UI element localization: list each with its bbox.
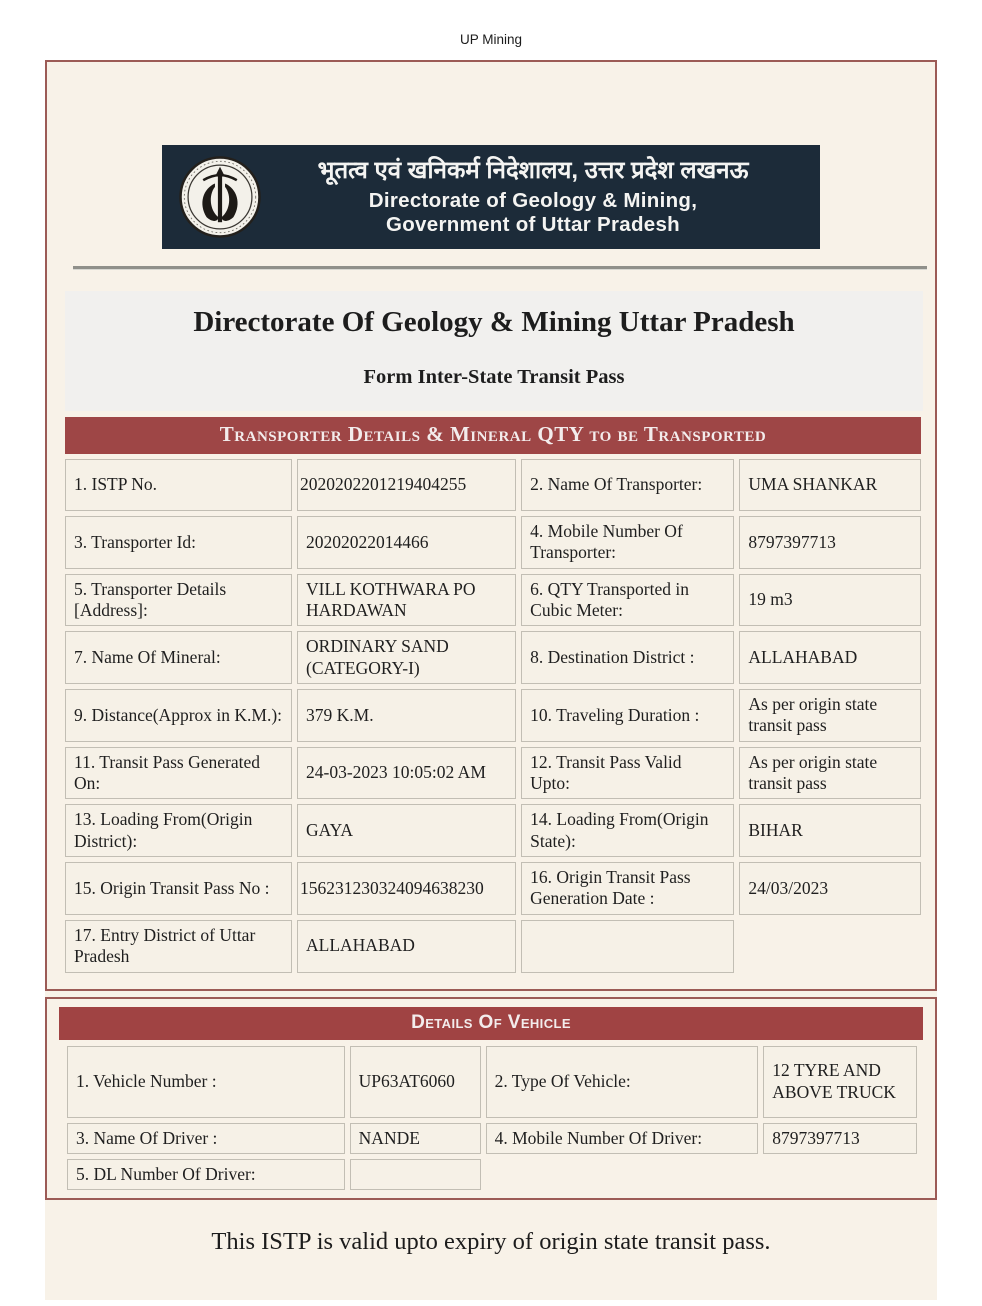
field-label: 2. Type Of Vehicle:	[486, 1046, 759, 1118]
field-label: 3. Transporter Id:	[65, 516, 292, 569]
field-label: 11. Transit Pass Generated On:	[65, 747, 292, 800]
field-label: 10. Traveling Duration :	[521, 689, 734, 742]
field-value: 2020202201219404255	[297, 459, 516, 511]
vehicle-section-header: Details Of Vehicle	[59, 1007, 923, 1040]
field-label: 7. Name Of Mineral:	[65, 631, 292, 684]
vehicle-card	[45, 997, 937, 1201]
field-label: 8. Destination District :	[521, 631, 734, 684]
banner-title-english-line1: Directorate of Geology & Mining,	[368, 189, 698, 213]
field-value: NANDE	[350, 1123, 481, 1154]
field-label: 2. Name Of Transporter:	[521, 459, 734, 511]
field-value: 156231230324094638230	[297, 862, 516, 915]
field-value: As per origin state transit pass	[739, 747, 921, 800]
field-value: 20202022014466	[297, 516, 516, 569]
field-value: UMA SHANKAR	[739, 459, 921, 511]
field-value: 379 K.M.	[297, 689, 516, 742]
document-wrapper	[45, 60, 937, 1300]
field-label: 13. Loading From(Origin District):	[65, 804, 292, 857]
field-value: 8797397713	[739, 516, 921, 569]
field-value: ALLAHABAD	[297, 920, 516, 973]
banner-text	[262, 158, 804, 237]
field-label: 1. Vehicle Number :	[67, 1046, 345, 1118]
field-label: 12. Transit Pass Valid Upto:	[521, 747, 734, 800]
field-label: 15. Origin Transit Pass No :	[65, 862, 292, 915]
field-label: 1. ISTP No.	[65, 459, 292, 511]
field-value: 8797397713	[763, 1123, 917, 1154]
field-value: 24-03-2023 10:05:02 AM	[297, 747, 516, 800]
transporter-section-header: Transporter Details & Mineral QTY to be Transported	[65, 417, 921, 454]
document-subtitle: Form Inter-State Transit Pass	[363, 366, 625, 388]
field-label: 9. Distance(Approx in K.M.):	[65, 689, 292, 742]
app-title: UP Mining	[459, 32, 523, 47]
field-value: ORDINARY SAND (CATEGORY-I)	[297, 631, 516, 684]
field-value: GAYA	[297, 804, 516, 857]
field-label: 17. Entry District of Uttar Pradesh	[65, 920, 292, 973]
field-value: ALLAHABAD	[739, 631, 921, 684]
field-label: 5. DL Number Of Driver:	[67, 1159, 345, 1190]
vehicle-table	[67, 1046, 917, 1191]
horizontal-divider	[73, 266, 927, 269]
field-value: UP63AT6060	[350, 1046, 481, 1118]
field-value: VILL KOTHWARA PO HARDAWAN	[297, 574, 516, 627]
transit-pass-card	[45, 60, 937, 991]
banner-title-hindi: भूतत्व एवं खनिकर्म निदेशालय, उत्तर प्रदेश लखनऊ	[317, 156, 749, 184]
field-value: 24/03/2023	[739, 862, 921, 915]
field-value: 12 TYRE AND ABOVE TRUCK	[763, 1046, 917, 1118]
validity-note: This ISTP is valid upto expiry of origin state transit pass.	[211, 1228, 771, 1256]
department-banner	[162, 145, 820, 249]
field-value: BIHAR	[739, 804, 921, 857]
document-title: Directorate Of Geology & Mining Uttar Pradesh	[193, 306, 795, 338]
transporter-table	[65, 459, 921, 973]
field-label: 3. Name Of Driver :	[67, 1123, 345, 1154]
empty-cell	[350, 1159, 481, 1190]
field-value: As per origin state transit pass	[739, 689, 921, 742]
field-label: 4. Mobile Number Of Transporter:	[521, 516, 734, 569]
field-label: 6. QTY Transported in Cubic Meter:	[521, 574, 734, 627]
field-label: 14. Loading From(Origin State):	[521, 804, 734, 857]
field-label: 5. Transporter Details [Address]:	[65, 574, 292, 627]
empty-cell	[521, 920, 734, 973]
title-block	[65, 291, 923, 411]
field-label: 4. Mobile Number Of Driver:	[486, 1123, 759, 1154]
up-government-emblem-icon	[178, 155, 262, 239]
field-value: 19 m3	[739, 574, 921, 627]
banner-title-english-line2: Government of Uttar Pradesh	[385, 212, 681, 236]
field-label: 16. Origin Transit Pass Generation Date :	[521, 862, 734, 915]
